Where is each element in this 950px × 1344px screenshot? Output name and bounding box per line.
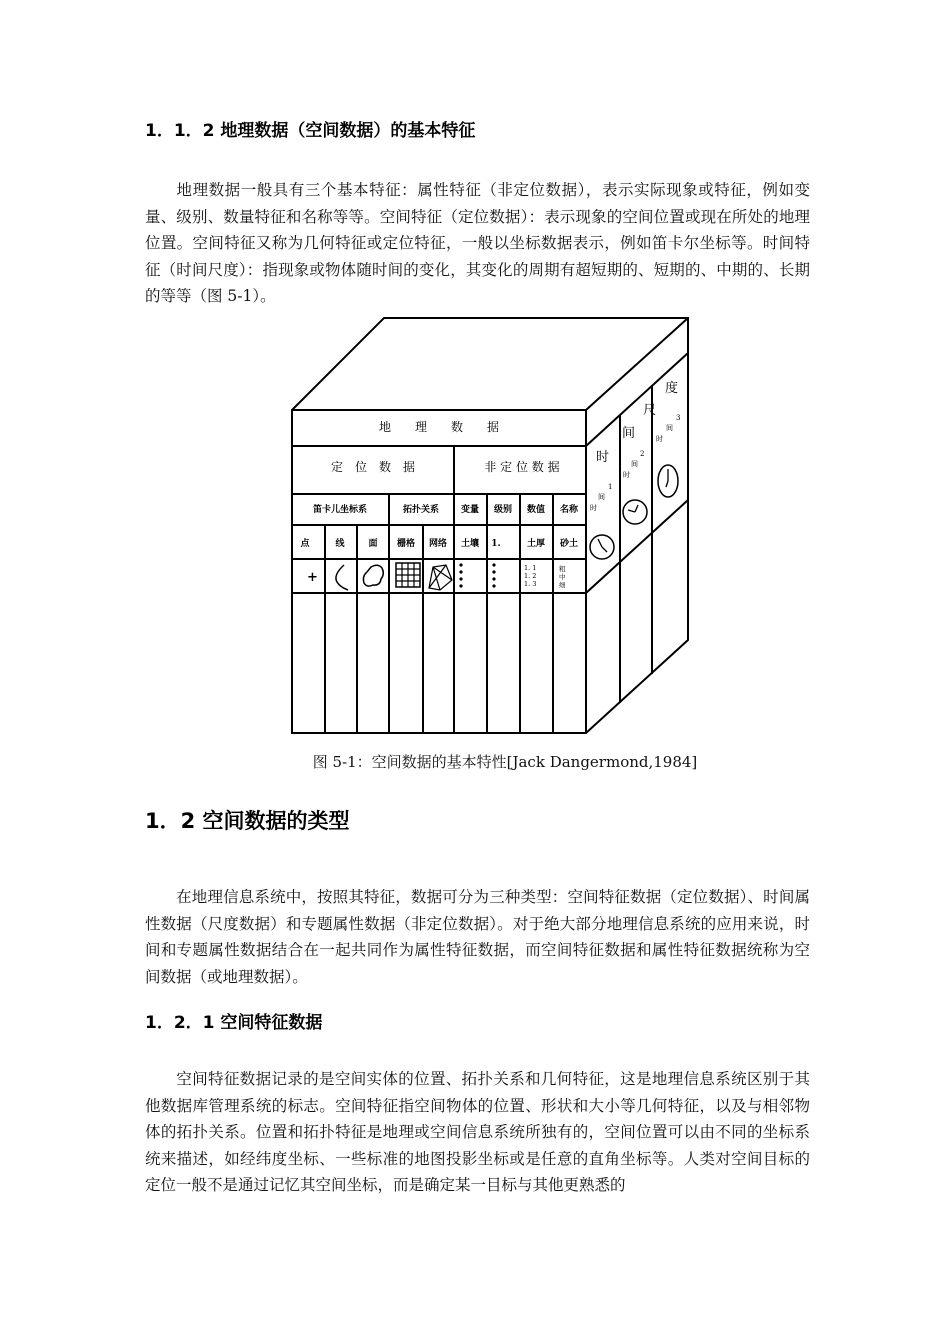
column-point: 点 <box>300 539 310 549</box>
time-label: 时 <box>590 504 597 512</box>
value-list-item: 1. 3 <box>524 580 537 588</box>
time-label: 3 <box>676 414 681 422</box>
column-level-1: 1. <box>491 539 501 549</box>
subheader-level: 级别 <box>493 505 513 515</box>
column-raster: 栅格 <box>396 539 416 549</box>
subheader-variable: 变量 <box>460 505 480 515</box>
time-scale-char: 尺 <box>643 403 657 418</box>
figure-title: 地 理 数 据 <box>378 420 500 434</box>
column-area: 面 <box>368 539 378 549</box>
section-heading-1-1-2: 1．1．2 地理数据（空间数据）的基本特征 <box>145 121 476 141</box>
paragraph-text: 在地理信息系统中，按照其特征，数据可分为三种类型：空间特征数据（定位数据）、时间属性数据（尺度数据）和专题属性数据（非定位数据）。对于绝大部分地理信息系统的应用来说，时间和专题属性数据结合在一起共同作为属性特征数据，而空间特征数据和属性特征数据统称为空间数据（或地理数据）。 <box>145 888 810 986</box>
time-label: 2 <box>640 450 645 458</box>
time-label: 间 <box>631 460 638 468</box>
section-heading-1-2-1: 1．2．1 空间特征数据 <box>145 1013 323 1033</box>
time-label: 时 <box>623 471 630 479</box>
column-soil-thickness: 土厚 <box>526 539 546 549</box>
paragraph-spatial-feature-data <box>145 1066 810 1199</box>
spatial-data-label: 定 位 数 据 <box>330 460 416 474</box>
time-scale-char: 度 <box>665 381 679 396</box>
name-list-item: 粗 <box>559 565 566 573</box>
subheader-name: 名称 <box>559 505 579 515</box>
name-list-item: 中 <box>559 573 566 581</box>
paragraph-text: 地理数据一般具有三个基本特征：属性特征（非定位数据），表示实际现象或特征，例如变量、级别、数量特征和名称等等。空间特征（定位数据）：表示现象的空间位置或现在所处的地理位置。空间特征又称为几何特征或定位特征，一般以坐标数据表示，例如笛卡尔坐标等。时间特征（时间尺度）：指现象或物体随时间的变化，其变化的周期有超短期的、短期的、中期的、长期的等等（图 5-1）。 <box>145 181 810 305</box>
time-label: 间 <box>666 424 673 432</box>
name-list-item: 细 <box>559 581 566 589</box>
column-sandy-soil: 砂土 <box>559 539 579 549</box>
time-scale-char: 间 <box>622 426 636 441</box>
column-network: 网络 <box>428 539 448 549</box>
point-icon: + <box>307 570 318 585</box>
value-list-item: 1. 1 <box>524 564 537 572</box>
figure-caption: 图 5-1：空间数据的基本特性[Jack Dangermond,1984] <box>312 753 698 771</box>
time-label: 间 <box>598 493 605 501</box>
subheader-value: 数值 <box>526 505 546 515</box>
time-label: 时 <box>656 435 663 443</box>
subheader-cartesian: 笛卡儿坐标系 <box>312 505 368 515</box>
paragraph-data-types <box>145 884 810 990</box>
value-list-item: 1. 2 <box>524 572 537 580</box>
nonspatial-data-label: 非 定 位 数 据 <box>484 460 560 474</box>
subheader-topology: 拓扑关系 <box>402 505 440 515</box>
paragraph-text: 空间特征数据记录的是空间实体的位置、拓扑关系和几何特征，这是地理信息系统区别于其他数据库管理系统的标志。空间特征指空间物体的位置、形状和大小等几何特征，以及与相邻物体的拓扑关系。位置和拓扑特征是地理或空间信息系统所独有的，空间位置可以由不同的坐标系统来描述，如经纬度坐标、一些标准的地图投影坐标或是任意的直角坐标等。人类对空间目标的定位一般不是通过记忆其空间坐标，而是确定某一目标与其他更熟悉的 <box>145 1070 810 1194</box>
column-line: 线 <box>335 539 345 549</box>
time-label: 1 <box>608 483 613 491</box>
column-soil: 土壤 <box>460 539 480 549</box>
section-heading-1-2: 1．2 空间数据的类型 <box>145 809 350 833</box>
time-scale-char: 时 <box>596 450 610 465</box>
